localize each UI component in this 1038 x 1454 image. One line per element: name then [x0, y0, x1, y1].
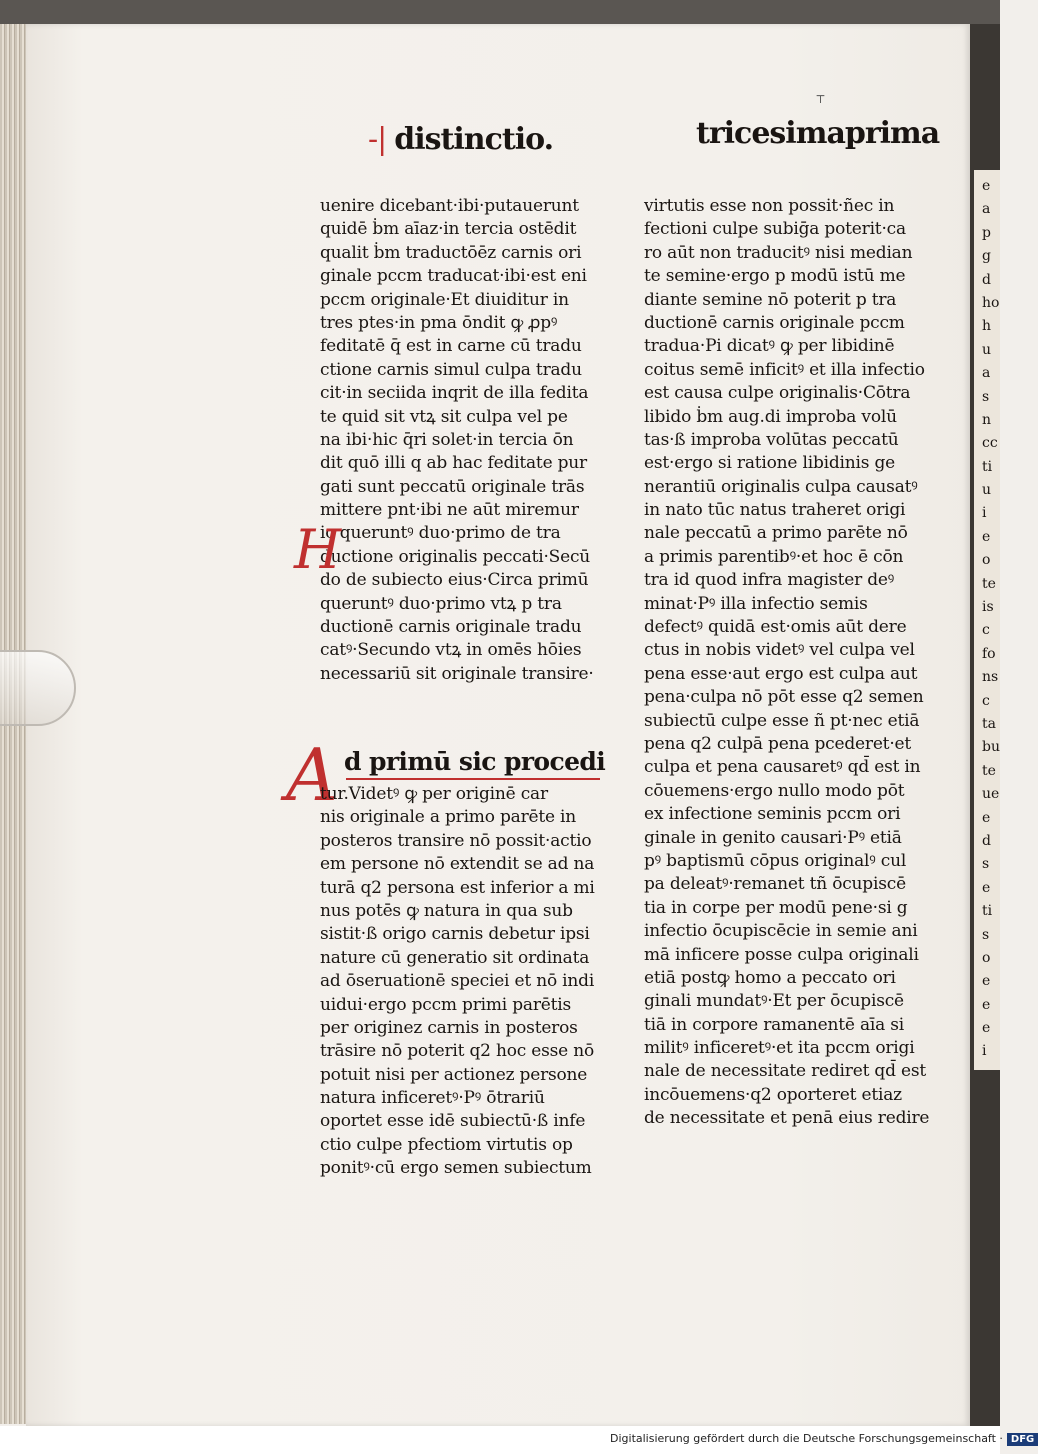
glyph-fragment: ta	[982, 715, 996, 732]
glyph-fragment: e	[982, 178, 991, 194]
glyph-fragment: i	[982, 505, 987, 522]
text-line: pena esse·aut ergo est culpa aut	[644, 663, 918, 684]
text-line: militꝰ inficeretꝰ·et ita pccm origi	[644, 1038, 915, 1059]
running-head-right: tricesimaprima	[696, 116, 940, 151]
running-head-left-text: distinctio.	[394, 122, 554, 157]
text-line: dit quō illi q ab hac feditate pur	[320, 453, 587, 474]
column-left-lower	[320, 783, 600, 1181]
text-line: in nato tūc natus traheret origi	[644, 500, 906, 521]
glyph-fragment: cc	[982, 435, 998, 452]
text-line: pccm originale·Et diuiditur in	[320, 289, 569, 310]
text-line: pꝰ baptismū cōpus originalꝰ cul	[644, 850, 907, 871]
glyph-fragment: o	[982, 949, 991, 966]
text-line: gati sunt peccatū originale trās	[320, 476, 585, 497]
glyph-fragment: e	[982, 879, 991, 896]
text-line: uenire dicebant·ibi·putauerunt	[320, 196, 579, 216]
text-line: ad ōseruationē speciei et nō indi	[320, 971, 595, 992]
text-line: feditatē q̄ est in carne cū tradu	[320, 336, 582, 357]
text-line: tres ptes·in pma ōndit ꝙ ꝓpꝰ	[320, 312, 558, 333]
text-line: queruntꝰ duo·primo vtꝝ p tra	[320, 593, 562, 614]
column-left-upper	[320, 195, 600, 686]
glyph-fragment: s	[982, 388, 990, 405]
text-line: pena q2 culpā pena pcederet·et	[644, 733, 912, 754]
text-line: ro aūt non traducitꝰ nisi median	[644, 242, 913, 263]
rubricated-initial-h: H	[294, 518, 342, 581]
text-line: infectio ōcupiscēcie in semie ani	[644, 921, 918, 942]
next-page-text-fragments	[982, 175, 1000, 1064]
text-line: de necessitate et penā eius redire	[644, 1108, 930, 1129]
text-line: natura inficeretꝰ·Pꝰ ōtrariū	[320, 1088, 545, 1109]
text-line: nale de necessitate rediret qd̄ est	[644, 1061, 926, 1082]
glyph-fragment: ho	[982, 294, 1000, 311]
text-line: nature cū generatio sit ordinata	[320, 947, 590, 968]
text-line: posteros transire nō possit·actio	[320, 830, 592, 851]
text-line: ctus in nobis videtꝰ vel culpa vel	[644, 640, 915, 661]
text-line: ex infectione seminis pccm ori	[644, 804, 901, 825]
text-line: tradua·Pi dicatꝰ ꝙ per libidinē	[644, 336, 895, 357]
text-line: pa deleatꝰ·remanet tñ ōcupiscē	[644, 874, 906, 895]
glyph-fragment: e	[982, 809, 991, 826]
text-line: libido ḃm aug.di improba volū	[644, 406, 897, 427]
text-line: em persone nō extendit se ad na	[320, 854, 595, 875]
text-line: ic queruntꝰ duo·primo de tra	[320, 523, 561, 544]
text-line: potuit nisi per actionez persone	[320, 1064, 588, 1085]
text-line: na ibi·hic q̄ri solet·in tercia ōn	[320, 429, 574, 450]
text-line: trāsire nō poterit q2 hoc esse nō	[320, 1041, 595, 1062]
text-line: pena·culpa nō pōt esse q2 semen	[644, 687, 924, 708]
scanner-top-strip	[0, 0, 1000, 24]
text-line: per originez carnis in posteros	[320, 1017, 578, 1038]
glyph-fragment: i	[982, 1043, 987, 1060]
text-line: cōuemens·ergo nullo modo pōt	[644, 780, 905, 801]
text-line: ctio culpe pfectiom virtutis op	[320, 1134, 573, 1155]
glyph-fragment: e	[982, 996, 991, 1013]
text-line: culpa et pena causaretꝰ qd̄ est in	[644, 757, 921, 778]
glyph-fragment: ti	[982, 458, 993, 475]
rubricated-initial-a: A	[286, 733, 338, 817]
glyph-fragment: e	[982, 528, 991, 545]
glyph-fragment: a	[982, 201, 991, 218]
text-line: qualit ḃm traductōēz carnis ori	[320, 242, 582, 263]
column-right	[644, 195, 930, 1131]
text-line: nus potēs ꝙ natura in qua sub	[320, 900, 573, 921]
glyph-fragment: s	[982, 926, 990, 943]
text-line: est·ergo si ratione libidinis ge	[644, 453, 896, 474]
text-line: ductione originalis peccati·Secū	[320, 546, 591, 567]
glyph-fragment: s	[982, 856, 990, 873]
text-line: etiā postꝙ homo a peccato ori	[644, 967, 896, 988]
text-line: te semine·ergo p modū istū me	[644, 266, 906, 287]
digitization-credit	[610, 1432, 1038, 1446]
rubric-mark: -|	[368, 122, 387, 157]
text-line: turā q2 persona est inferior a mi	[320, 877, 595, 898]
text-line: do de subiecto eius·Circa primū	[320, 570, 589, 591]
text-line: tur.Videtꝰ ꝙ per originē car	[320, 784, 548, 804]
glyph-fragment: a	[982, 365, 991, 382]
text-line: incōuemens·q2 oporteret etiaz	[644, 1084, 902, 1105]
text-line: ductionē carnis originale tradu	[320, 617, 582, 638]
glyph-fragment: e	[982, 1020, 991, 1037]
text-line: mittere pnt·ibi ne aūt miremur	[320, 500, 579, 521]
text-line: te quid sit vtꝝ sit culpa vel pe	[320, 406, 568, 427]
glyph-fragment: d	[982, 832, 991, 849]
text-line: ginali mundatꝰ·Et per ōcupiscē	[644, 991, 904, 1012]
text-line: est causa culpe originalis·Cōtra	[644, 383, 911, 404]
text-line: mā inficere posse culpa originali	[644, 944, 919, 965]
glyph-fragment: o	[982, 552, 991, 569]
glyph-fragment: c	[982, 622, 990, 639]
text-line: tia in corpe per modū pene·si g	[644, 897, 908, 918]
glyph-fragment: e	[982, 973, 991, 990]
text-line: a primis parentibꝰ·et hoc ē cōn	[644, 546, 904, 567]
text-line: nis originale a primo parēte in	[320, 807, 577, 828]
glyph-fragment: is	[982, 599, 994, 616]
text-line: minat·Pꝰ illa infectio semis	[644, 593, 868, 614]
text-line: nerantiū originalis culpa causatꝰ	[644, 476, 918, 497]
glyph-fragment: ue	[982, 786, 1000, 803]
text-line: tas·ß improba volūtas peccatū	[644, 429, 899, 450]
page-clip	[0, 650, 76, 726]
glyph-fragment: u	[982, 482, 992, 499]
glyph-fragment: h	[982, 318, 992, 335]
glyph-fragment: bu	[982, 739, 1000, 756]
text-line: uidui·ergo pccm primi parētis	[320, 994, 572, 1015]
glyph-fragment: u	[982, 341, 992, 358]
section-heading: d primū sic procedi	[344, 747, 606, 776]
text-line: oportet esse idē subiectū·ß infe	[320, 1111, 586, 1132]
text-line: tiā in corpore ramanentē aīa si	[644, 1014, 905, 1035]
text-line: ctione carnis simul culpa tradu	[320, 359, 582, 380]
text-line: defectꝰ quidā est·omis aūt dere	[644, 617, 907, 638]
text-line: necessariū sit originale transire·	[320, 663, 594, 684]
text-line: catꝰ·Secundo vtꝝ in omēs hōies	[320, 640, 582, 661]
text-line: ponitꝰ·cū ergo semen subiectum	[320, 1158, 592, 1179]
text-line: ductionē carnis originale pccm	[644, 312, 905, 333]
dfg-logo: DFG	[1007, 1433, 1038, 1446]
text-line: sistit·ß origo carnis debetur ipsi	[320, 924, 590, 945]
running-head-left	[368, 122, 553, 157]
text-line: nale peccatū a primo parēte nō	[644, 523, 908, 544]
text-line: coitus semē inficitꝰ et illa infectio	[644, 359, 925, 380]
text-line: tra id quod infra magister deꝰ	[644, 570, 895, 591]
pencil-mark: ⸆	[816, 92, 825, 113]
text-line: subiectū culpe esse ñ pt·nec etiā	[644, 710, 920, 731]
glyph-fragment: ns	[982, 669, 999, 686]
text-line: ginale in genito causari·Pꝰ etiā	[644, 827, 902, 848]
glyph-fragment: fo	[982, 645, 996, 662]
text-line: quidē ḃm aīaz·in tercia ostēdit	[320, 219, 577, 240]
glyph-fragment: te	[982, 762, 996, 779]
text-line: ginale pccm traducat·ibi·est eni	[320, 266, 587, 287]
text-line: cit·in seciida inqrit de illa fedita	[320, 383, 589, 404]
glyph-fragment: te	[982, 575, 996, 592]
glyph-fragment: c	[982, 692, 990, 709]
glyph-fragment: d	[982, 271, 991, 288]
glyph-fragment: g	[982, 248, 991, 265]
text-line: fectioni culpe subiḡa poterit·ca	[644, 219, 906, 240]
text-line: virtutis esse non possit·ñec in	[644, 196, 895, 216]
credit-text: Digitalisierung gefördert durch die Deutsche Forschungsgemeinschaft ·	[610, 1432, 1003, 1445]
glyph-fragment: p	[982, 224, 991, 241]
heading-underline	[346, 778, 600, 780]
glyph-fragment: ti	[982, 903, 993, 920]
text-line: diante semine nō poterit p tra	[644, 289, 897, 310]
glyph-fragment: n	[982, 411, 992, 428]
